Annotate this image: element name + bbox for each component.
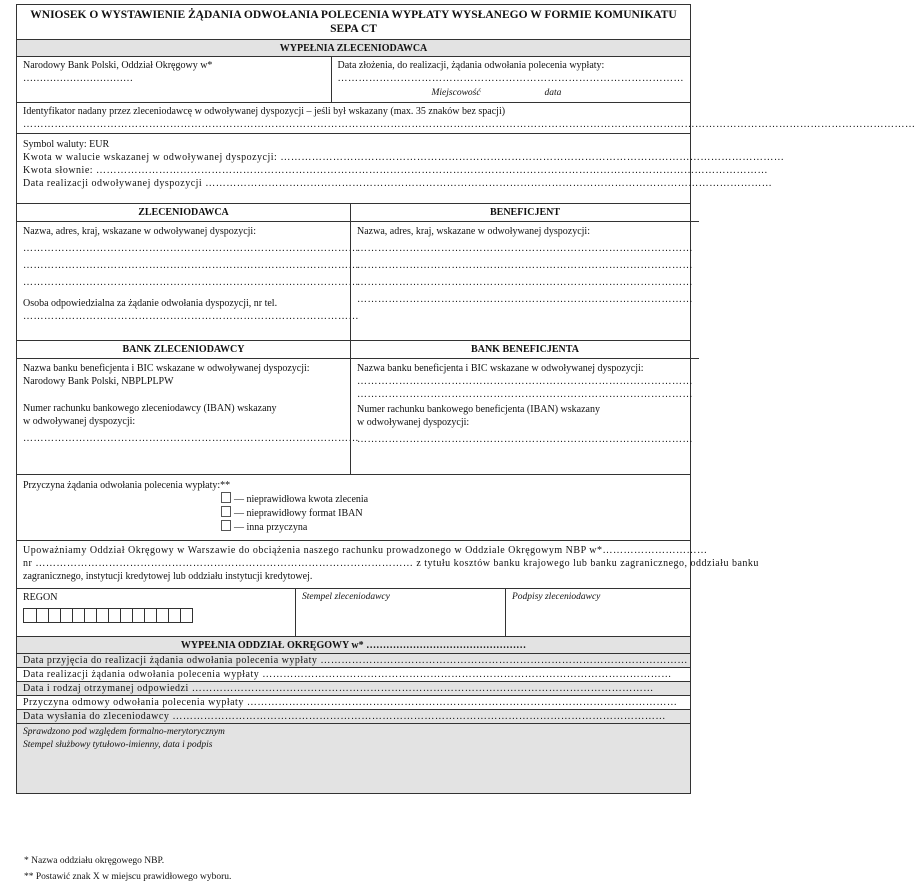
beneficiary-bank-header: BANK BENEFICJENTA (351, 341, 699, 359)
beneficiary-name-line-2[interactable]: …………………………………………………………………………………… (357, 260, 693, 271)
footnote-1: * Nazwa oddziału okręgowego NBP. (24, 856, 165, 866)
authorization-line-3: zagranicznego, instytucji kredytowej lub oddziału instytucji kredytowej. (23, 571, 313, 582)
amount-field[interactable]: Kwota w walucie wskazanej w odwoływanej dyspozycji: ……………………………………………………………………………………………………………………………… (23, 152, 785, 163)
payer-bank-column (17, 341, 359, 474)
date-word-label: data (544, 88, 562, 98)
regon-label: REGON (23, 592, 58, 603)
payer-name-line-3[interactable]: …………………………………………………………………………………… (23, 277, 359, 288)
currency-symbol: Symbol waluty: EUR (23, 139, 110, 150)
branch-row-acceptance-date[interactable]: Data przyjęcia do realizacji żądania odwołania polecenia wypłaty …………………………………………………………………………………………… (17, 653, 690, 667)
payer-name-label: Nazwa, adres, kraj, wskazane w odwoływanej dyspozycji: (23, 226, 256, 237)
authorization-line-2: nr ……………………………………………………………………………………………… z tytułu kosztów banku krajowego lub banku zagranicznego, oddziału banku (23, 558, 759, 569)
beneficiary-bank-line-1[interactable]: …………………………………………………………………………………… (357, 376, 693, 387)
verified-line-2: Stempel służbowy tytułowo-imienny, data i podpis (23, 740, 213, 750)
reason-label: Przyczyna żądania odwołania polecenia wypłaty:** (23, 480, 231, 491)
place-label: Miejscowość (431, 88, 481, 98)
payer-name-line-2[interactable]: …………………………………………………………………………………… (23, 260, 359, 271)
beneficiary-name-line-1[interactable]: …………………………………………………………………………………… (357, 243, 693, 254)
branch-row-sent-date[interactable]: Data wysłania do zleceniodawcy …………………………………………………………………………………………………………………………… (17, 709, 690, 723)
reason-option-other[interactable]: — inna przyczyna (221, 520, 684, 534)
regon-boxes[interactable] (23, 608, 193, 623)
reason-option-amount[interactable]: — nieprawidłowa kwota zlecenia (221, 492, 684, 506)
payer-iban-label-2: w odwoływanej dyspozycji: (23, 416, 136, 427)
sepa-recall-form (16, 4, 916, 794)
identifier-label: Identyfikator nadany przez zleceniodawcę w odwoływanej dyspozycji – jeśli był wskazany (max. 35 znaków bez spacji) (23, 106, 506, 117)
verification-section[interactable] (17, 723, 690, 793)
branch-row-response[interactable]: Data i rodzaj otrzymanej odpowiedzi …………………………………………………………………………………………………………………… (17, 681, 690, 695)
branch-row-refusal-reason[interactable]: Przyczyna odmowy odwołania polecenia wypłaty …………………………………………………………………………………………………………… (17, 695, 690, 709)
checkbox-icon[interactable] (221, 492, 231, 503)
form-title: WNIOSEK O WYSTAWIENIE ŻĄDANIA ODWOŁANIA POLECENIA WYPŁATY WYSŁANEGO W FORMIE KOMUNIKATU SEPA CT (30, 9, 677, 35)
parties-section (17, 203, 693, 340)
reason-option-iban[interactable]: — nieprawidłowy format IBAN (221, 506, 684, 520)
contact-person-label: Osoba odpowiedzialna za żądanie odwołania dyspozycji, nr tel. (23, 298, 278, 309)
payer-bank-header: BANK ZLECENIODAWCY (17, 341, 350, 359)
client-signatures-field[interactable]: Podpisy zleceniodawcy (505, 589, 690, 636)
authorization-line-1: Upoważniamy Oddział Okręgowy w Warszawie do obciążenia naszego rachunku prowadzonego w Oddziale Okręgowym NBP w*………………………… (23, 545, 708, 556)
beneficiary-bank-bic-label: Nazwa banku beneficjenta i BIC wskazane w odwoływanej dyspozycji: (357, 363, 644, 374)
beneficiary-iban-label-1: Numer rachunku bankowego beneficjenta (IBAN) wskazany (357, 404, 600, 415)
payer-bank-bic-label: Nazwa banku beneficjenta i BIC wskazane w odwoływanej dyspozycji: (23, 363, 310, 374)
beneficiary-name-line-3[interactable]: …………………………………………………………………………………… (357, 277, 693, 288)
payer-column (17, 204, 359, 340)
branch-date-row (17, 56, 690, 102)
execution-date-field[interactable]: Data realizacji odwoływanej dyspozycji ……………………………………………………………………………………………………………………………………………… (23, 178, 773, 189)
beneficiary-bank-column (350, 341, 699, 474)
verified-line-1: Sprawdzono pod względem formalno-merytorycznym (23, 727, 225, 737)
authorization-section (17, 540, 759, 588)
contact-person-line[interactable]: …………………………………………………………………………………… (23, 311, 359, 322)
beneficiary-column (350, 204, 699, 340)
checkbox-icon[interactable] (221, 506, 231, 517)
date-label: Data złożenia, do realizacji, żądania odwołania polecenia wypłaty: (337, 60, 605, 71)
amount-words-field[interactable]: Kwota słownie: ………………………………………………………………………………………………………………………………………………………………………… (23, 165, 769, 176)
payer-header: ZLECENIODAWCA (17, 204, 350, 222)
regon-stamp-row (17, 588, 690, 636)
payer-iban-line[interactable]: …………………………………………………………………………………… (23, 433, 359, 444)
regon-field[interactable] (17, 589, 295, 636)
footnote-2: ** Postawić znak X w miejscu prawidłowego wyboru. (24, 872, 232, 882)
beneficiary-header: BENEFICJENT (351, 204, 699, 222)
section-client-header: WYPEŁNIA ZLECENIODAWCA (17, 39, 690, 56)
amount-section (17, 133, 785, 203)
date-dots: ……………………………………………………………………………………… (337, 73, 684, 84)
reason-section (17, 474, 690, 540)
beneficiary-bank-line-2[interactable]: …………………………………………………………………………………… (357, 389, 693, 400)
client-stamp-field[interactable]: Stempel zleceniodawcy (295, 589, 505, 636)
beneficiary-iban-label-2: w odwoływanej dyspozycji: (357, 417, 470, 428)
banks-section (17, 340, 693, 474)
beneficiary-name-label: Nazwa, adres, kraj, wskazane w odwoływanej dyspozycji: (357, 226, 590, 237)
payer-bank-bic-value: Narodowy Bank Polski, NBPLPLPW (23, 376, 174, 387)
payer-iban-label-1: Numer rachunku bankowego zleceniodawcy (IBAN) wskazany (23, 403, 277, 414)
submission-date-field[interactable] (331, 57, 691, 102)
beneficiary-iban-line[interactable]: …………………………………………………………………………………… (357, 434, 693, 445)
section-branch-header: WYPEŁNIA ODDZIAŁ OKRĘGOWY w* ………………………………………… (17, 636, 690, 653)
checkbox-icon[interactable] (221, 520, 231, 531)
branch-row-execution-date[interactable]: Data realizacji żądania odwołania polecenia wypłaty ……………………………………………………………………………………………………… (17, 667, 690, 681)
identifier-dots: ………………………………………………………………………………………………………………………………………………………………………………………………………………………………… (23, 119, 916, 130)
nbp-branch-field[interactable]: Narodowy Bank Polski, Oddział Okręgowy w* …………………………… (23, 60, 213, 84)
payer-name-line-1[interactable]: …………………………………………………………………………………… (23, 243, 359, 254)
identifier-field[interactable] (17, 102, 916, 133)
beneficiary-name-line-4[interactable]: …………………………………………………………………………………… (357, 294, 693, 305)
